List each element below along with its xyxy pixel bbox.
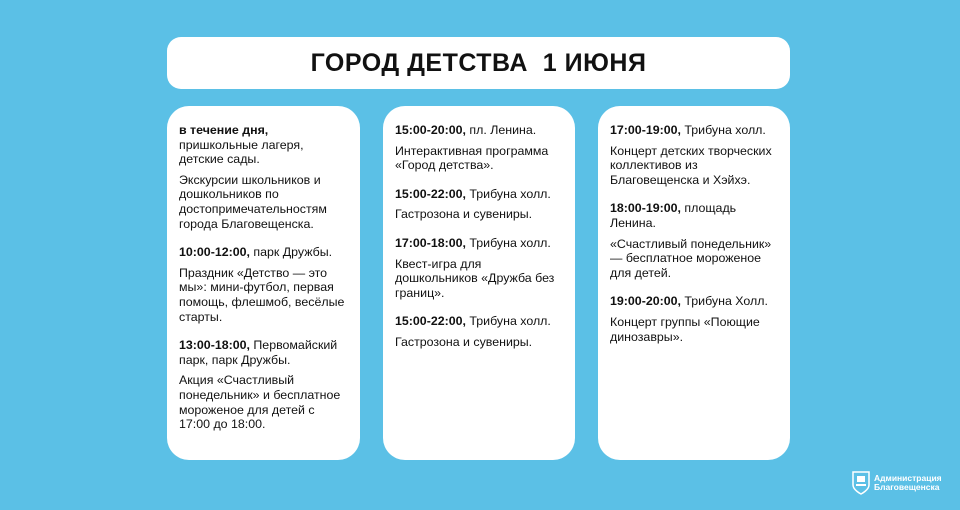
event-place: Трибуна холл. bbox=[680, 123, 766, 137]
event-description: Экскурсии школьников и дошкольников по достопримечательностям города Благовещенска. bbox=[179, 172, 327, 231]
administration-logo bbox=[852, 471, 942, 495]
event-place: Трибуна холл. bbox=[465, 186, 551, 201]
event-place: Трибуна холл. bbox=[465, 314, 551, 329]
event-block bbox=[395, 236, 563, 300]
event-time: 15:00-22:00, bbox=[395, 314, 466, 329]
event-time: 15:00-22:00, bbox=[395, 186, 466, 201]
event-description: Концерт группы «Поющие динозавры». bbox=[610, 314, 760, 344]
event-time: 15:00-20:00, bbox=[395, 123, 466, 137]
event-description: Гастрозона и сувениры. bbox=[395, 334, 533, 349]
event-block bbox=[610, 201, 778, 280]
city-emblem-icon bbox=[852, 471, 870, 495]
event-description: Интерактивная программа «Город детства». bbox=[395, 143, 549, 173]
event-description: Праздник «Детство — это мы»: мини-футбол, первая помощь, флешмоб, весёлые старты. bbox=[179, 265, 345, 324]
event-time: 19:00-20:00, bbox=[610, 294, 681, 309]
schedule-column-2 bbox=[383, 106, 575, 460]
event-place: пл. Ленина. bbox=[465, 123, 537, 137]
event-block bbox=[395, 187, 563, 222]
schedule-column-1 bbox=[167, 106, 360, 460]
event-description: Акция «Счастливый понедельник» и бесплатное мороженое для детей с 17:00 до 18:00. bbox=[179, 373, 341, 432]
event-description: Гастрозона и сувениры. bbox=[395, 207, 533, 222]
event-place: площадь Ленина. bbox=[610, 201, 737, 230]
event-time: 17:00-19:00, bbox=[610, 123, 681, 137]
event-time: 10:00-12:00, bbox=[179, 245, 250, 260]
event-description: Квест-игра для дошкольников «Дружба без границ». bbox=[395, 256, 555, 300]
event-block bbox=[179, 338, 348, 432]
event-time: в течение дня, bbox=[179, 123, 269, 137]
event-block bbox=[395, 123, 563, 173]
event-place: Первомайский парк, парк Дружбы. bbox=[179, 338, 338, 367]
event-description: Концерт детских творческих коллективов из Благовещенска и Хэйхэ. bbox=[610, 143, 772, 187]
event-place: Трибуна холл. bbox=[465, 235, 551, 250]
title-banner bbox=[167, 37, 790, 89]
event-place: парк Дружбы. bbox=[249, 245, 333, 260]
logo-line-2: Благовещенска bbox=[874, 482, 940, 492]
event-time: 13:00-18:00, bbox=[179, 338, 250, 353]
event-block bbox=[610, 294, 778, 344]
logo-line-1: Администрация bbox=[874, 473, 942, 483]
event-block bbox=[179, 123, 348, 231]
event-block bbox=[179, 245, 348, 324]
schedule-column-3 bbox=[598, 106, 790, 460]
page-title: ГОРОД ДЕТСТВА 1 ИЮНЯ bbox=[310, 48, 647, 77]
event-place: пришкольные лагеря, детские сады. bbox=[179, 137, 304, 167]
event-description: «Счастливый понедельник» — бесплатное мороженое для детей. bbox=[610, 236, 772, 280]
event-time: 17:00-18:00, bbox=[395, 235, 466, 250]
event-place: Трибуна Холл. bbox=[680, 294, 768, 309]
event-time: 18:00-19:00, bbox=[610, 201, 681, 216]
event-block bbox=[610, 123, 778, 187]
event-block bbox=[395, 314, 563, 349]
